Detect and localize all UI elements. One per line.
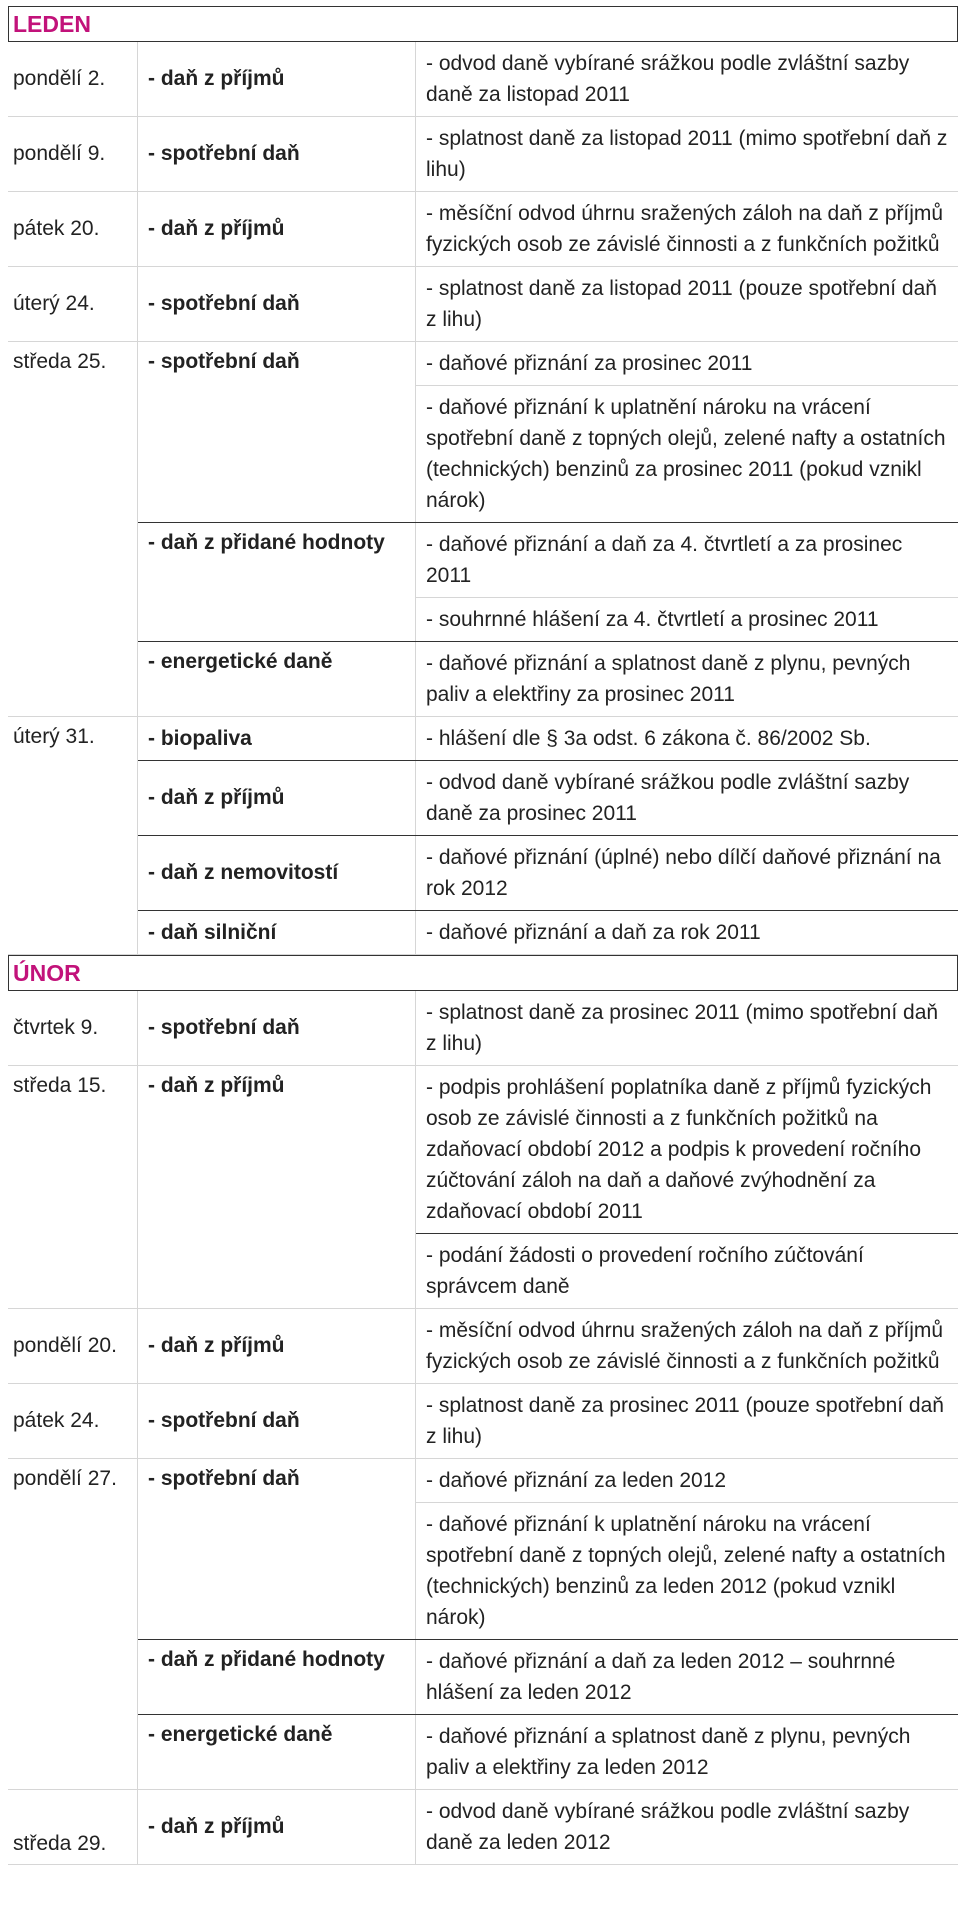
- tax-type: - daň z příjmů: [138, 1066, 416, 1308]
- tax-type: - energetické daně: [138, 642, 416, 716]
- obligation-item: - daňové přiznání a daň za leden 2012 – souhrnné hlášení za leden 2012: [426, 1650, 896, 1704]
- tax-type: - daň z příjmů: [138, 1309, 416, 1383]
- tax-calendar: [8, 6, 958, 1865]
- calendar-day: [8, 1384, 958, 1459]
- obligation-item: - daňové přiznání za prosinec 2011: [416, 342, 958, 386]
- tax-type: - daň silniční: [138, 911, 416, 954]
- obligation-item: - podání žádosti o provedení ročního zúčtování správcem daně: [426, 1244, 864, 1298]
- tax-type: - spotřební daň: [138, 1384, 416, 1458]
- tax-type: - daň z příjmů: [138, 761, 416, 835]
- obligation-item: - daňové přiznání (úplné) nebo dílčí daňové přiznání na rok 2012: [426, 846, 941, 900]
- calendar-day: [8, 991, 958, 1066]
- tax-type: - daň z příjmů: [138, 1790, 416, 1864]
- obligation-item: - odvod daně vybírané srážkou podle zvláštní sazby daně za leden 2012: [426, 1800, 910, 1854]
- obligation-item: - podpis prohlášení poplatníka daně z příjmů fyzických osob ze závislé činnosti a z funkčních požitků na zdaňovací období 2012 a podpis k provedení ročního zúčtování záloh na daň a daňové zvýhodnění za zdaňovací období 2011: [416, 1066, 958, 1234]
- calendar-day: [8, 42, 958, 117]
- obligation-item: - měsíční odvod úhrnu sražených záloh na daň z příjmů fyzických osob ze závislé činnosti a z funkčních požitků: [426, 1319, 944, 1373]
- day-date: pondělí 20.: [8, 1309, 138, 1383]
- obligation-item: - odvod daně vybírané srážkou podle zvláštní sazby daně za prosinec 2011: [426, 771, 910, 825]
- calendar-day: [8, 342, 958, 717]
- calendar-day: [8, 1790, 958, 1865]
- tax-type: - daň z nemovitostí: [138, 836, 416, 910]
- day-date: úterý 24.: [8, 267, 138, 341]
- obligation-item: - odvod daně vybírané srážkou podle zvláštní sazby daně za listopad 2011: [426, 52, 910, 106]
- day-date: středa 15.: [8, 1066, 138, 1308]
- calendar-day: [8, 1459, 958, 1790]
- calendar-day: [8, 1066, 958, 1309]
- tax-type: - spotřební daň: [138, 342, 416, 522]
- obligation-item: - hlášení dle § 3a odst. 6 zákona č. 86/2002 Sb.: [426, 727, 871, 750]
- tax-type: - spotřební daň: [138, 1459, 416, 1639]
- calendar-day: [8, 117, 958, 192]
- day-date: pátek 24.: [8, 1384, 138, 1458]
- tax-type: - daň z příjmů: [138, 192, 416, 266]
- tax-type: - energetické daně: [138, 1715, 416, 1789]
- obligation-item: - souhrnné hlášení za 4. čtvrtletí a prosinec 2011: [426, 608, 879, 631]
- tax-type: - daň z přidané hodnoty: [138, 523, 416, 641]
- day-date: pátek 20.: [8, 192, 138, 266]
- obligation-item: - měsíční odvod úhrnu sražených záloh na daň z příjmů fyzických osob ze závislé činnosti a z funkčních požitků: [426, 202, 944, 256]
- day-date: středa 29.: [8, 1790, 138, 1864]
- month-header: LEDEN: [8, 6, 958, 42]
- day-date: čtvrtek 9.: [8, 991, 138, 1065]
- tax-type: - biopaliva: [138, 717, 416, 760]
- obligation-item: - daňové přiznání a splatnost daně z plynu, pevných paliv a elektřiny za leden 2012: [426, 1725, 911, 1779]
- tax-type: - spotřební daň: [138, 267, 416, 341]
- obligation-item: - daňové přiznání k uplatnění nároku na vrácení spotřební daně z topných olejů, zelené nafty a ostatních (technických) benzinů za leden 2012 (pokud vznikl nárok): [426, 1513, 946, 1629]
- tax-type: - spotřební daň: [138, 991, 416, 1065]
- obligation-item: - splatnost daně za prosinec 2011 (pouze spotřební daň z lihu): [426, 1394, 944, 1448]
- calendar-day: [8, 192, 958, 267]
- obligation-item: - daňové přiznání a splatnost daně z plynu, pevných paliv a elektřiny za prosinec 2011: [426, 652, 911, 706]
- obligation-item: - splatnost daně za listopad 2011 (mimo spotřební daň z lihu): [426, 127, 948, 181]
- day-date: pondělí 2.: [8, 42, 138, 116]
- tax-type: - daň z přidané hodnoty: [138, 1640, 416, 1714]
- obligation-item: - daňové přiznání a daň za 4. čtvrtletí a za prosinec 2011: [416, 523, 958, 598]
- tax-type: - daň z příjmů: [138, 42, 416, 116]
- tax-type: - spotřební daň: [138, 117, 416, 191]
- month-header: ÚNOR: [8, 955, 958, 991]
- calendar-day: [8, 1309, 958, 1384]
- day-date: pondělí 27.: [8, 1459, 138, 1789]
- calendar-day: [8, 267, 958, 342]
- day-date: středa 25.: [8, 342, 138, 716]
- day-date: pondělí 9.: [8, 117, 138, 191]
- day-date: úterý 31.: [8, 717, 138, 954]
- obligation-item: - daňové přiznání k uplatnění nároku na vrácení spotřební daně z topných olejů, zelené nafty a ostatních (technických) benzinů za prosinec 2011 (pokud vznikl nárok): [426, 396, 946, 512]
- obligation-item: - daňové přiznání za leden 2012: [416, 1459, 958, 1503]
- calendar-day: [8, 717, 958, 955]
- obligation-item: - splatnost daně za prosinec 2011 (mimo spotřební daň z lihu): [426, 1001, 939, 1055]
- obligation-item: - daňové přiznání a daň za rok 2011: [426, 921, 761, 944]
- obligation-item: - splatnost daně za listopad 2011 (pouze spotřební daň z lihu): [426, 277, 937, 331]
